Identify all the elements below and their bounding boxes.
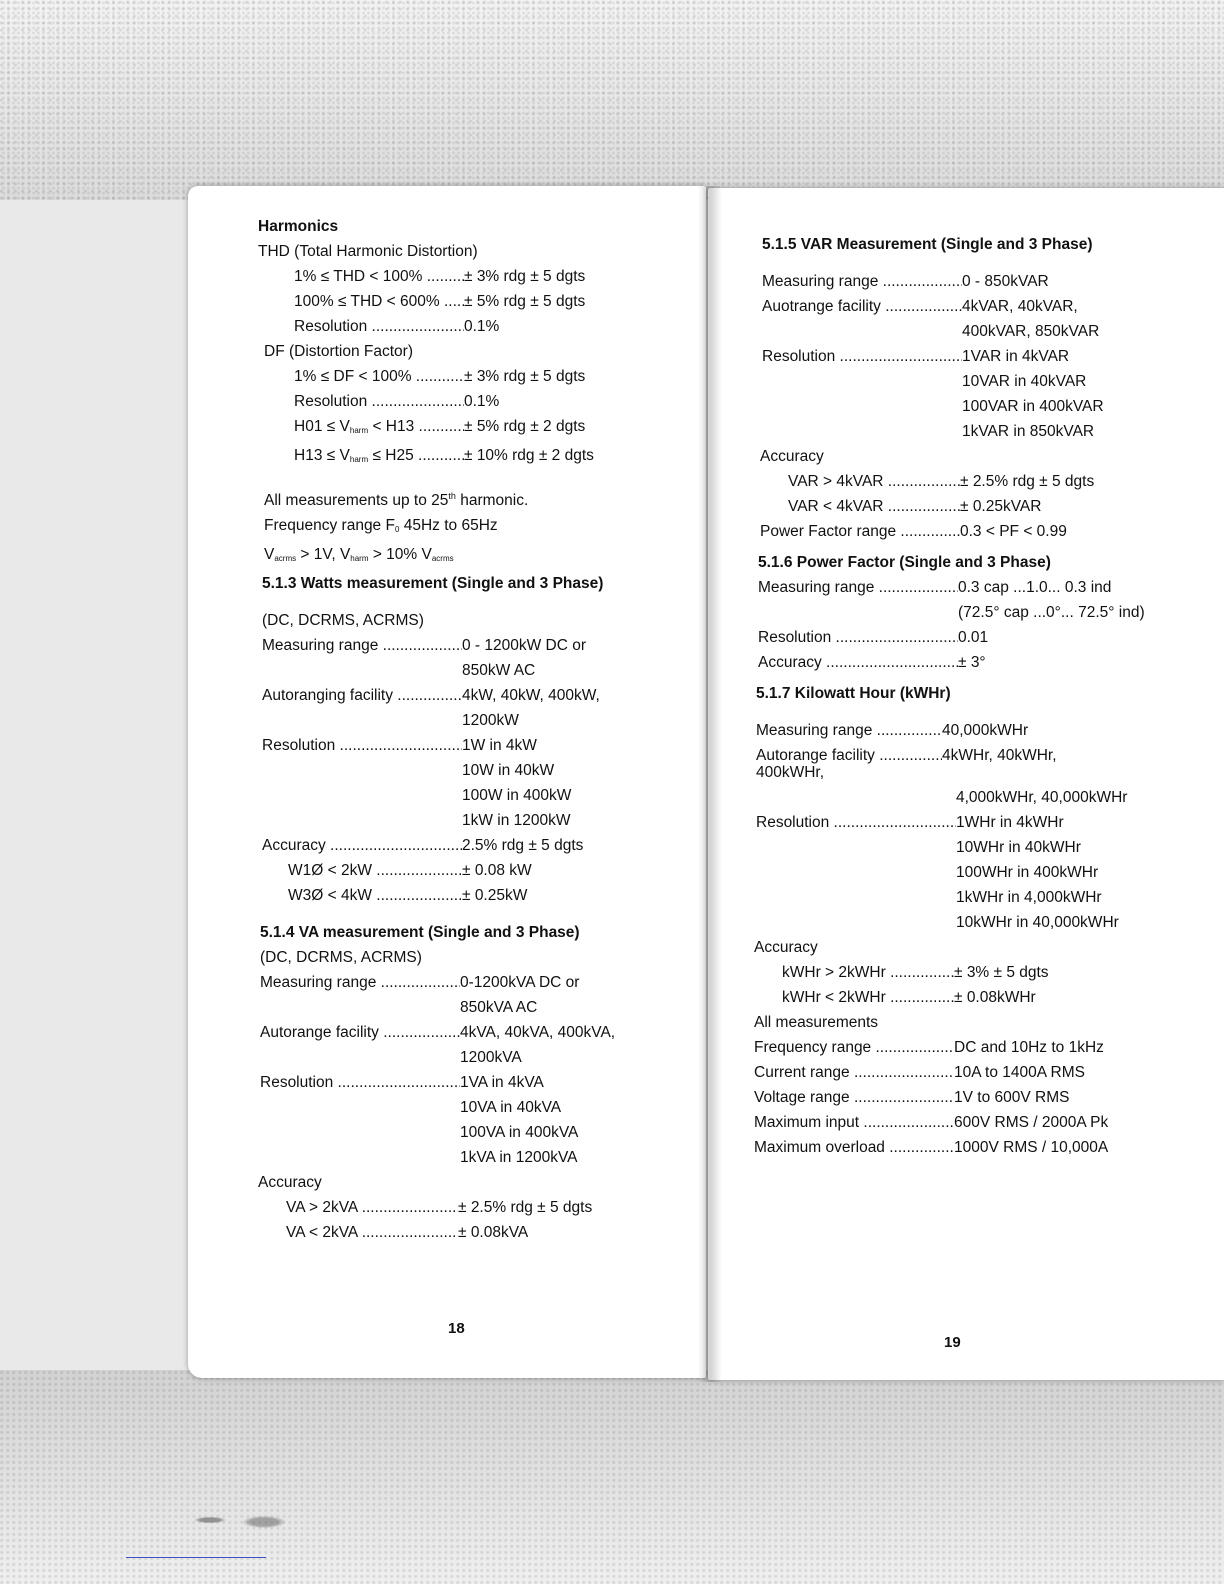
spec-label: Resolution ..... (756, 810, 956, 835)
spec-value: ± 0.08 kW (462, 862, 532, 880)
spec-continuation: 850kW AC (462, 662, 536, 680)
spec-row (258, 314, 678, 339)
spec-row (754, 269, 1174, 294)
spec-row (258, 633, 678, 658)
spec-value: 0.1% (464, 318, 500, 335)
spec-label: Autorange facility ..... (756, 743, 942, 768)
spec-label: Measuring range ..... (262, 633, 462, 658)
spec-continuation: 4,000kWHr, 40,000kWHr (956, 789, 1128, 806)
section-heading: 5.1.7 Kilowatt Hour (kWHr) (756, 685, 951, 702)
spec-row (258, 733, 678, 758)
spec-row (258, 883, 678, 908)
spec-row (258, 1195, 678, 1220)
spec-value: 10A to 1400A RMS (954, 1064, 1085, 1081)
spec-row (754, 294, 1174, 319)
spec-label: Resolution ..... (762, 344, 962, 369)
spec-value: 4kVAR, 40kVAR, (962, 298, 1078, 315)
spec-label: 1% ≤ DF < 100% ..... (294, 364, 464, 389)
spec-value: 0 - 850kVAR (962, 273, 1049, 290)
spec-value: 1000V RMS / 10,000A (954, 1139, 1109, 1156)
spec-row (258, 443, 678, 472)
spec-label: W1Ø < 2kW ..... (288, 858, 462, 883)
spec-row (258, 289, 678, 314)
spec-row (258, 364, 678, 389)
text-line: THD (Total Harmonic Distortion) (258, 243, 478, 260)
section-heading: 5.1.3 Watts measurement (Single and 3 Phase) (262, 575, 604, 593)
spec-row (754, 1110, 1174, 1135)
spec-label: Measuring range ..... (762, 269, 962, 294)
spec-continuation: 100VAR in 400kVAR (962, 398, 1104, 415)
spec-label: VAR < 4kVAR ..... (788, 494, 960, 519)
spec-continuation: 400kVAR, 850kVAR (962, 323, 1100, 340)
spec-value: 4kW, 40kW, 400kW, (462, 687, 600, 705)
spec-value: 1VAR in 4kVAR (962, 348, 1070, 365)
spec-value: 0.1% (464, 393, 500, 410)
text-line: All measurements up to 25th harmonic. (264, 491, 529, 510)
section-heading: 5.1.5 VAR Measurement (Single and 3 Phase) (762, 236, 1093, 253)
spec-value: ± 5% rdg ± 5 dgts (464, 293, 586, 310)
spec-continuation: 1kW in 1200kW (462, 812, 571, 830)
spec-label: Frequency range ..... (754, 1035, 954, 1060)
spec-continuation: 1kWHr in 4,000kWHr (956, 889, 1102, 906)
text-line: (DC, DCRMS, ACRMS) (262, 612, 424, 630)
text-line: Accuracy (754, 939, 818, 956)
spec-row (754, 469, 1174, 494)
spacer (258, 596, 678, 608)
spec-row (258, 414, 678, 443)
spec-label: Measuring range ..... (758, 575, 958, 600)
spec-label: Accuracy ..... (262, 833, 462, 858)
spec-value: 2.5% rdg ± 5 dgts (462, 837, 584, 855)
scan-underline-mark (126, 1557, 266, 1558)
spec-label: kWHr > 2kWHr ..... (782, 960, 954, 985)
text-line: (DC, DCRMS, ACRMS) (260, 949, 422, 967)
spec-row (258, 1070, 678, 1095)
spacer (754, 706, 1174, 718)
text-line: $V_{acrms} > 1V$, $V_{harm} > 10\%$ $V_{acrms}$ (264, 546, 454, 564)
spec-label: VAR > 4kVAR ..... (788, 469, 960, 494)
spec-value: 0-1200kVA DC or (460, 974, 580, 992)
spec-label: Resolution ..... (758, 625, 958, 650)
spec-continuation: 100WHr in 400kWHr (956, 864, 1099, 881)
spec-label: Autoranging facility ..... (262, 683, 462, 708)
text-line: Accuracy (760, 448, 824, 465)
book-gutter (698, 186, 722, 1382)
spec-label: Voltage range ..... (754, 1085, 954, 1110)
text-line: Frequency range $F_0$ 45Hz to 65Hz (264, 517, 498, 535)
spec-value: ± 3% ± 5 dgts (954, 964, 1049, 981)
spec-row (754, 625, 1174, 650)
spec-value: 0.3 cap ...1.0... 0.3 ind (958, 579, 1112, 596)
spec-label: Power Factor range ..... (760, 519, 960, 544)
text-line: DF (Distortion Factor) (264, 343, 413, 360)
spec-value: ± 3° (958, 654, 986, 671)
spacer (258, 472, 678, 484)
spec-label: 1% ≤ THD < 100% ..... (294, 264, 464, 289)
spec-continuation: (72.5° cap ...0°... 72.5° ind) (958, 604, 1145, 621)
spec-row (754, 810, 1174, 835)
spec-row (754, 494, 1174, 519)
spec-value: ± 2.5% rdg ± 5 dgts (960, 473, 1095, 490)
spec-value: 4kWHr, 40kWHr, (942, 747, 1057, 764)
spec-row (754, 344, 1174, 369)
spec-label: Resolution ..... (294, 314, 464, 339)
scan-smudge (186, 1500, 306, 1540)
text-line: Accuracy (258, 1174, 322, 1192)
spec-value: 0 - 1200kW DC or (462, 637, 587, 655)
spec-value: 1V to 600V RMS (954, 1089, 1070, 1106)
section-heading: Harmonics (258, 218, 339, 235)
spec-label: Auotrange facility ..... (762, 294, 962, 319)
spec-value: DC and 10Hz to 1kHz (954, 1039, 1104, 1056)
spec-row (258, 389, 678, 414)
spec-row (754, 1085, 1174, 1110)
spec-row (754, 650, 1174, 675)
spec-label: Measuring range ..... (756, 718, 942, 743)
spec-row (754, 1060, 1174, 1085)
spec-value: ± 0.08kWHr (954, 989, 1036, 1006)
section-heading: 5.1.4 VA measurement (Single and 3 Phase) (260, 924, 580, 942)
spec-value: ± 0.08kVA (458, 1224, 529, 1242)
spec-label: VA > 2kVA ..... (286, 1195, 458, 1220)
spec-label: Current range ..... (754, 1060, 954, 1085)
spec-continuation: 100VA in 400kVA (460, 1124, 579, 1142)
spec-row (258, 1020, 678, 1045)
section-heading: 5.1.6 Power Factor (Single and 3 Phase) (758, 554, 1051, 571)
spec-value: 1W in 4kW (462, 737, 537, 755)
spec-value: ± 5% rdg ± 2 dgts (464, 418, 586, 435)
scan-background-bottom (0, 1370, 1224, 1584)
spec-label: Resolution ..... (294, 389, 464, 414)
spec-value: 0.01 (958, 629, 989, 646)
spec-row (754, 718, 1174, 743)
spec-label: Resolution ..... (262, 733, 462, 758)
spec-continuation: 10kWHr in 40,000kWHr (956, 914, 1119, 931)
spec-label: Maximum overload ..... (754, 1135, 954, 1160)
scan-background-top (0, 0, 1224, 200)
spec-label: Measuring range ..... (260, 970, 460, 995)
spec-row (754, 1135, 1174, 1160)
spec-row (258, 833, 678, 858)
page-number-right: 19 (944, 1334, 961, 1351)
spec-continuation: 400kWHr, (756, 764, 825, 781)
spec-continuation: 10W in 40kW (462, 762, 555, 780)
spec-value: ± 3% rdg ± 5 dgts (464, 268, 586, 285)
spec-value: 4kVA, 40kVA, 400kVA, (460, 1024, 616, 1042)
spec-row (754, 519, 1174, 544)
spec-row (258, 858, 678, 883)
spec-continuation: 10VAR in 40kVAR (962, 373, 1087, 390)
spec-row (258, 264, 678, 289)
spec-continuation: 1kVA in 1200kVA (460, 1149, 578, 1167)
spec-row (754, 1035, 1174, 1060)
spec-value: 40,000kWHr (942, 722, 1029, 739)
spec-row (754, 960, 1174, 985)
spec-continuation: 10WHr in 40kWHr (956, 839, 1081, 856)
spec-label: Accuracy ..... (758, 650, 958, 675)
spec-label: Autorange facility ..... (260, 1020, 460, 1045)
spec-label: Resolution ..... (260, 1070, 460, 1095)
spacer (258, 908, 678, 920)
spec-label: VA < 2kVA ..... (286, 1220, 458, 1245)
spec-continuation: 10VA in 40kVA (460, 1099, 562, 1117)
left-page-content (258, 214, 678, 1245)
spec-continuation: 100W in 400kW (462, 787, 572, 805)
spec-row (754, 985, 1174, 1010)
spec-value: 1VA in 4kVA (460, 1074, 544, 1092)
spec-value: 0.3 < PF < 0.99 (960, 523, 1067, 540)
page-number-left: 18 (448, 1320, 465, 1337)
spec-row (258, 1220, 678, 1245)
spec-value: ± 0.25kW (462, 887, 528, 905)
spec-value: ± 0.25kVAR (960, 498, 1042, 515)
spec-value: 1WHr in 4kWHr (956, 814, 1064, 831)
spec-continuation: 850kVA AC (460, 999, 538, 1017)
spec-label: $H13 \le V_{harm} \le H25$ ..... (294, 443, 464, 472)
spec-label: $H01 \le V_{harm} < H13$ ..... (294, 414, 464, 443)
spec-label: Maximum input ..... (754, 1110, 954, 1135)
spec-value: 600V RMS / 2000A Pk (954, 1114, 1109, 1131)
spec-label: kWHr < 2kWHr ..... (782, 985, 954, 1010)
text-line: All measurements (754, 1014, 879, 1031)
right-page-content (754, 232, 1174, 1160)
spec-continuation: 1kVAR in 850kVAR (962, 423, 1095, 440)
spec-row (258, 970, 678, 995)
spec-label: 100% ≤ THD < 600% ..... (294, 289, 464, 314)
spec-value: ± 10% rdg ± 2 dgts (464, 447, 594, 464)
spec-row (258, 683, 678, 708)
spec-value: ± 2.5% rdg ± 5 dgts (458, 1199, 593, 1217)
spec-continuation: 1200kVA (460, 1049, 522, 1067)
spacer (754, 257, 1174, 269)
spec-continuation: 1200kW (462, 712, 519, 730)
spec-label: W3Ø < 4kW ..... (288, 883, 462, 908)
spec-row (754, 575, 1174, 600)
spec-value: ± 3% rdg ± 5 dgts (464, 368, 586, 385)
